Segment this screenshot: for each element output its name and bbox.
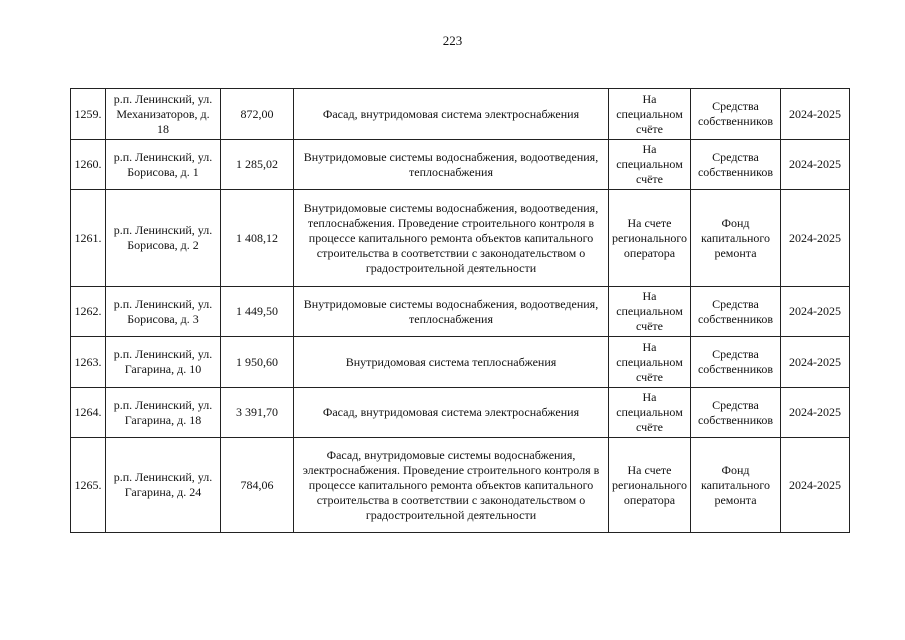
period-cell: 2024-2025 xyxy=(781,287,850,337)
row-number: 1261. xyxy=(71,190,106,287)
period-cell: 2024-2025 xyxy=(781,190,850,287)
table-row xyxy=(71,287,850,337)
address-cell: р.п. Ленинский, ул. Борисова, д. 3 xyxy=(106,287,221,337)
work-types-cell: Внутридомовые системы водоснабжения, водоотведения, теплоснабжения xyxy=(294,287,609,337)
period-cell: 2024-2025 xyxy=(781,438,850,533)
funding-cell: Средства собственников xyxy=(691,337,781,388)
page-number: 223 xyxy=(442,33,463,48)
table-row xyxy=(71,337,850,388)
area-cell: 1 950,60 xyxy=(221,337,294,388)
address-cell: р.п. Ленинский, ул. Гагарина, д. 18 xyxy=(106,388,221,438)
area-cell: 3 391,70 xyxy=(221,388,294,438)
address-cell: р.п. Ленинский, ул. Механизаторов, д. 18 xyxy=(106,89,221,140)
funding-cell: Средства собственников xyxy=(691,287,781,337)
account-cell: На счете регионального оператора xyxy=(609,190,691,287)
period-cell: 2024-2025 xyxy=(781,388,850,438)
work-types-cell: Внутридомовая система теплоснабжения xyxy=(294,337,609,388)
work-types-cell: Фасад, внутридомовая система электроснабжения xyxy=(294,388,609,438)
area-cell: 872,00 xyxy=(221,89,294,140)
area-cell: 784,06 xyxy=(221,438,294,533)
work-types-cell: Фасад, внутридомовая система электроснабжения xyxy=(294,89,609,140)
table-row xyxy=(71,438,850,533)
funding-cell: Средства собственников xyxy=(691,388,781,438)
address-cell: р.п. Ленинский, ул. Гагарина, д. 10 xyxy=(106,337,221,388)
funding-cell: Средства собственников xyxy=(691,89,781,140)
account-cell: На специальном счёте xyxy=(609,140,691,190)
table-row xyxy=(71,140,850,190)
row-number: 1263. xyxy=(71,337,106,388)
row-number: 1265. xyxy=(71,438,106,533)
area-cell: 1 285,02 xyxy=(221,140,294,190)
period-cell: 2024-2025 xyxy=(781,337,850,388)
area-cell: 1 408,12 xyxy=(221,190,294,287)
period-cell: 2024-2025 xyxy=(781,140,850,190)
account-cell: На специальном счёте xyxy=(609,337,691,388)
address-cell: р.п. Ленинский, ул. Гагарина, д. 24 xyxy=(106,438,221,533)
row-number: 1260. xyxy=(71,140,106,190)
table-row xyxy=(71,190,850,287)
row-number: 1262. xyxy=(71,287,106,337)
account-cell: На специальном счёте xyxy=(609,89,691,140)
work-types-cell: Внутридомовые системы водоснабжения, водоотведения, теплоснабжения xyxy=(294,140,609,190)
funding-cell: Средства собственников xyxy=(691,140,781,190)
table-row xyxy=(71,388,850,438)
funding-cell: Фонд капитального ремонта xyxy=(691,190,781,287)
work-types-cell: Внутридомовые системы водоснабжения, водоотведения, теплоснабжения. Проведение строительного контроля в процессе капитального ремонта объектов капитального строительства в соответствии с законодательством о градостроительной деятельности xyxy=(294,190,609,287)
account-cell: На счете регионального оператора xyxy=(609,438,691,533)
address-cell: р.п. Ленинский, ул. Борисова, д. 1 xyxy=(106,140,221,190)
funding-cell: Фонд капитального ремонта xyxy=(691,438,781,533)
repair-program-table xyxy=(70,88,850,533)
period-cell: 2024-2025 xyxy=(781,89,850,140)
work-types-cell: Фасад, внутридомовые системы водоснабжения, электроснабжения. Проведение строительного контроля в процессе капитального ремонта объектов капитального строительства в соответствии с законодательством о градостроительной деятельности xyxy=(294,438,609,533)
row-number: 1259. xyxy=(71,89,106,140)
table-row xyxy=(71,89,850,140)
account-cell: На специальном счёте xyxy=(609,388,691,438)
address-cell: р.п. Ленинский, ул. Борисова, д. 2 xyxy=(106,190,221,287)
row-number: 1264. xyxy=(71,388,106,438)
account-cell: На специальном счёте xyxy=(609,287,691,337)
area-cell: 1 449,50 xyxy=(221,287,294,337)
